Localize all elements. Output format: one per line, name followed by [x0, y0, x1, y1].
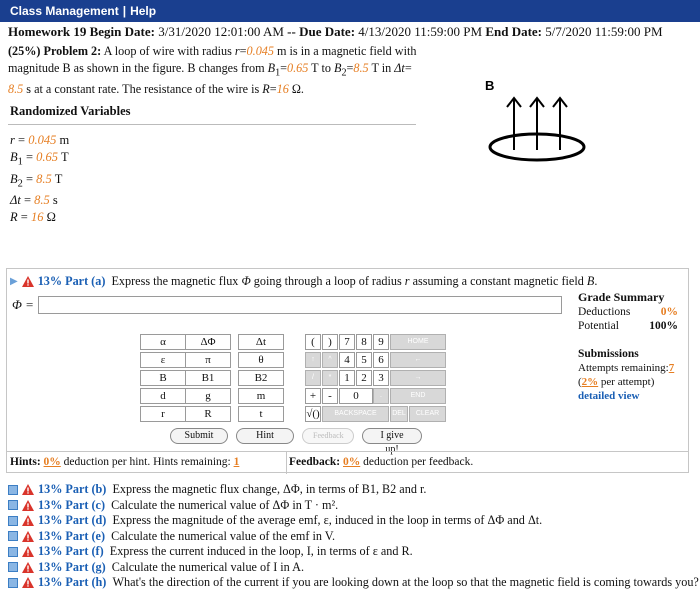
sym-r: r [234, 44, 240, 58]
warning-icon [22, 500, 34, 511]
answer-input[interactable] [38, 296, 562, 314]
part-percent: 13% [38, 575, 63, 590]
keypad-var-key[interactable]: B2 [238, 370, 284, 386]
part-percent: 13% [38, 544, 63, 559]
other-parts-list [8, 482, 699, 591]
part-text: Calculate the numerical value of the emf in V. [111, 528, 336, 543]
keypad-op-key[interactable]: ^ [322, 352, 338, 368]
part-percent: 13% [38, 528, 63, 543]
part-a-title [10, 274, 597, 289]
keypad-op-key[interactable]: DEL [390, 406, 408, 422]
potential-label: Potential [578, 320, 619, 332]
warning-icon [22, 531, 34, 542]
action-buttons [170, 428, 422, 455]
part-text: What's the direction of the current if you are looking down at the loop so that the magnetic field is coming towards you? [112, 575, 699, 590]
warning-icon [22, 276, 34, 287]
warning-icon [22, 577, 34, 588]
deductions-value: 0% [660, 306, 678, 318]
unit: Ω [46, 210, 56, 224]
keypad-var-key[interactable]: m [238, 388, 284, 404]
keypad-op-key[interactable]: ( [305, 334, 321, 350]
part-text: Express the magnitude of the average emf, ε, induced in the loop in terms of ΔΦ and Δt. [112, 513, 543, 528]
keypad-op-key[interactable]: 2 [356, 370, 372, 386]
keypad-op-key[interactable]: 5 [356, 352, 372, 368]
feedback-info [289, 456, 473, 468]
feedback-text: deduction per feedback. [363, 456, 474, 468]
due-date: 4/13/2020 11:59:00 PM [358, 24, 483, 39]
problem-text: A loop of wire with radius [103, 44, 232, 58]
menu-help[interactable]: Help [130, 4, 157, 18]
value-b2: 8.5 [353, 61, 369, 75]
per-attempt-row [578, 375, 688, 389]
part-row[interactable] [8, 544, 699, 560]
keypad-var-key[interactable]: ε [140, 352, 186, 368]
grade-summary [578, 290, 678, 333]
keypad-op-key[interactable]: 6 [373, 352, 389, 368]
collapsed-square-icon[interactable] [8, 531, 18, 541]
attempts-label: Attempts remaining: [578, 362, 669, 374]
part-percent: 13% [38, 513, 63, 528]
answer-row [12, 296, 562, 314]
menu-class-management[interactable]: Class Management [10, 4, 119, 18]
part-text: Calculate the numerical value of I in A. [111, 559, 305, 574]
hint-button[interactable]: Hint [236, 428, 294, 444]
value-R: 16 [276, 82, 289, 97]
keypad-var-key[interactable]: g [185, 388, 231, 404]
eq: = [280, 61, 288, 75]
part-row[interactable] [8, 513, 699, 529]
dash: -- [287, 24, 296, 39]
part-percent: 13% [38, 559, 63, 574]
sub: 1 [275, 67, 281, 79]
var-b1: $B_1 = 0.65$ T [10, 150, 69, 168]
eq: = [269, 82, 277, 97]
part-text: Express the magnetic flux [111, 274, 239, 288]
keypad-op-key[interactable]: 9 [373, 334, 389, 350]
hints-feedback-bar [6, 451, 689, 473]
keypad-op-key[interactable]: √() [306, 408, 320, 420]
keypad-var-key[interactable]: α [140, 334, 186, 350]
randomized-variables-title: Randomized Variables [10, 104, 131, 118]
end-label: End Date: [485, 24, 543, 39]
keypad-var-key[interactable]: B [140, 370, 186, 386]
give-up-button[interactable]: I give up! [362, 428, 422, 444]
answer-label: Φ = [12, 297, 34, 312]
collapsed-square-icon[interactable] [8, 547, 18, 557]
keypad-var-key[interactable]: R [185, 406, 231, 422]
randomized-variables-list [10, 132, 69, 226]
problem-heading: (25%) Problem 2: [8, 44, 102, 58]
part-label: Part (h) [65, 575, 107, 590]
keypad-var-key[interactable]: Δt [238, 334, 284, 350]
hints-remaining: 1 [233, 456, 240, 468]
sub: 2 [17, 178, 23, 189]
begin-date: 3/31/2020 12:01:00 AM [158, 24, 284, 39]
part-row[interactable] [8, 529, 699, 545]
warning-icon [22, 546, 34, 557]
sym-b: B [586, 274, 595, 288]
eq: = [404, 61, 412, 75]
keypad-op-key[interactable]: → [390, 370, 446, 386]
magnetic-field-figure [475, 70, 595, 180]
begin-label: Begin Date: [89, 24, 155, 39]
collapsed-square-icon[interactable] [8, 516, 18, 526]
problem-text: Ω. [291, 82, 304, 97]
keypad-op-key[interactable]: ↑ [305, 352, 321, 368]
warning-icon [22, 484, 34, 495]
sym: B [10, 171, 18, 186]
divider [8, 124, 416, 125]
val: 8.5 [36, 171, 52, 186]
var-r: r = 0.045 m [10, 133, 70, 147]
part-label: Part (e) [65, 528, 106, 543]
part-percent: 13% [37, 274, 63, 288]
period: . [594, 274, 598, 288]
part-label: Part (c) [65, 497, 106, 512]
keypad-op-key[interactable]: END [390, 388, 446, 404]
sym-dt: Δt [394, 61, 405, 75]
per-attempt-pct: 2% [581, 376, 599, 388]
part-label: Part (a) [65, 274, 106, 288]
sub: 1 [17, 156, 23, 168]
part-label: Part (g) [65, 559, 106, 574]
submit-button[interactable]: Submit [170, 428, 228, 444]
detailed-view-link[interactable]: detailed view [578, 390, 640, 402]
sym-phi: Φ [241, 274, 251, 288]
val: 0.65 [36, 150, 59, 164]
end-date: 5/7/2020 11:59:00 PM [545, 24, 663, 39]
eq: = [346, 61, 354, 75]
hints-label: Hints: [10, 456, 41, 468]
part-row[interactable] [8, 575, 699, 591]
problem-text: m is in a magnetic field with magnitude B as shown in the figure. B changes from [8, 44, 417, 75]
eq: = [239, 44, 247, 58]
problem-text: s at a constant rate. The resistance of the wire is [26, 82, 260, 97]
menu-bar [0, 0, 700, 22]
homework-title: Homework 19 [8, 24, 87, 39]
deductions-label: Deductions [578, 306, 631, 318]
collapsed-square-icon[interactable] [8, 500, 18, 510]
keypad-var-key[interactable]: t [238, 406, 284, 422]
sym: Δt [10, 193, 21, 207]
divider [286, 452, 287, 474]
sym: R [10, 210, 18, 224]
problem-statement [8, 43, 420, 98]
var-b2: $B_2 = 8.5$ T [10, 171, 63, 189]
sym-b1: B [267, 61, 276, 75]
grade-title: Grade Summary [578, 290, 665, 304]
collapsed-square-icon[interactable] [8, 578, 18, 588]
part-text: Calculate the numerical value of ΔΦ in T · m². [111, 497, 339, 512]
field-arrows [507, 98, 567, 150]
collapsed-square-icon[interactable] [8, 485, 18, 495]
var-dt: Δt = 8.5 s [10, 193, 58, 207]
value-r: 0.045 [246, 44, 274, 58]
hints-pct: 0% [43, 456, 61, 468]
keypad-var-key[interactable]: B1 [185, 370, 231, 386]
feedback-label: Feedback: [289, 456, 341, 468]
keypad-op-key[interactable]: ← [390, 352, 446, 368]
due-label: Due Date: [299, 24, 356, 39]
per-attempt-text: per attempt) [600, 376, 655, 388]
keypad-op-key[interactable]: HOME [390, 334, 446, 350]
figure-label-b: B [485, 78, 495, 93]
part-row[interactable] [8, 482, 699, 498]
expand-triangle-icon[interactable]: ▶ [10, 276, 18, 287]
unit: T [54, 171, 63, 186]
sym-b2: B [333, 61, 342, 75]
problem-text: T to [311, 61, 331, 75]
part-text: Express the magnetic flux change, ΔΦ, in terms of B1, B2 and r. [112, 482, 427, 497]
warning-icon [22, 515, 34, 526]
sub: 2 [341, 67, 347, 79]
part-percent: 13% [38, 482, 63, 497]
keypad-var-key[interactable]: π [185, 352, 231, 368]
attempts-row [578, 361, 688, 375]
keypad-var-key[interactable]: θ [238, 352, 284, 368]
sym: r [10, 133, 15, 147]
keypad-op-key[interactable]: . [373, 388, 389, 404]
unit: m [59, 133, 70, 147]
part-percent: 13% [38, 497, 63, 512]
part-label: Part (b) [65, 482, 107, 497]
hints-text: deduction per hint. Hints remaining: [63, 456, 231, 468]
keypad-op-key[interactable]: * [322, 370, 338, 386]
submissions-panel [578, 347, 688, 403]
keypad-op-key[interactable]: 1 [339, 370, 355, 386]
part-text: Express the current induced in the loop, I, in terms of ε and R. [109, 544, 413, 559]
keypad-var-key[interactable]: r [140, 406, 186, 422]
value-dt: 8.5 [8, 82, 24, 97]
warning-icon [22, 562, 34, 573]
problem-text: T in [371, 61, 392, 75]
feedback-button[interactable]: Feedback [302, 428, 354, 444]
keypad-op-key[interactable]: / [305, 370, 321, 386]
var-R: R = 16 Ω [10, 210, 56, 224]
homework-header [8, 24, 663, 40]
keypad-var-key[interactable]: ΔΦ [185, 334, 231, 350]
paren: ( [578, 376, 582, 388]
keypad-op-key[interactable]: + [305, 388, 321, 404]
keypad-op-key[interactable]: 3 [373, 370, 389, 386]
hints-info [10, 456, 239, 468]
figure-svg [475, 70, 595, 180]
collapsed-square-icon[interactable] [8, 562, 18, 572]
feedback-pct: 0% [342, 456, 361, 468]
part-text: assuming a constant magnetic field [412, 274, 584, 288]
val: 8.5 [34, 193, 50, 207]
part-row[interactable] [8, 498, 699, 514]
unit: T [60, 150, 69, 164]
keypad-op-key[interactable]: BACKSPACE [322, 406, 389, 422]
deductions-row [578, 305, 678, 319]
part-label: Part (d) [65, 513, 107, 528]
keypad-var-key[interactable]: d [140, 388, 186, 404]
potential-row [578, 319, 678, 333]
attempts-value: 7 [668, 362, 675, 374]
menu-separator: | [122, 4, 127, 18]
sym-r: r [404, 274, 410, 288]
unit: s [52, 193, 58, 207]
keypad-op-key[interactable]: CLEAR [409, 406, 446, 422]
val: 0.045 [28, 133, 57, 147]
potential-value: 100% [649, 320, 678, 332]
keypad-op-key[interactable]: - [322, 388, 338, 404]
keypad-op-key[interactable]: 4 [339, 352, 355, 368]
keypad-op-key[interactable]: 7 [339, 334, 355, 350]
value-b1: 0.65 [287, 61, 309, 75]
sym: B [10, 150, 18, 164]
keypad-op-key[interactable]: 0 [339, 388, 373, 404]
keypad-op-key[interactable]: 8 [356, 334, 372, 350]
sym-R: R [262, 82, 270, 97]
part-label: Part (f) [65, 544, 104, 559]
keypad-op-key[interactable]: ) [322, 334, 338, 350]
part-text: going through a loop of radius [253, 274, 402, 288]
part-row[interactable] [8, 560, 699, 576]
val: 16 [30, 210, 44, 224]
submissions-title: Submissions [578, 348, 639, 360]
